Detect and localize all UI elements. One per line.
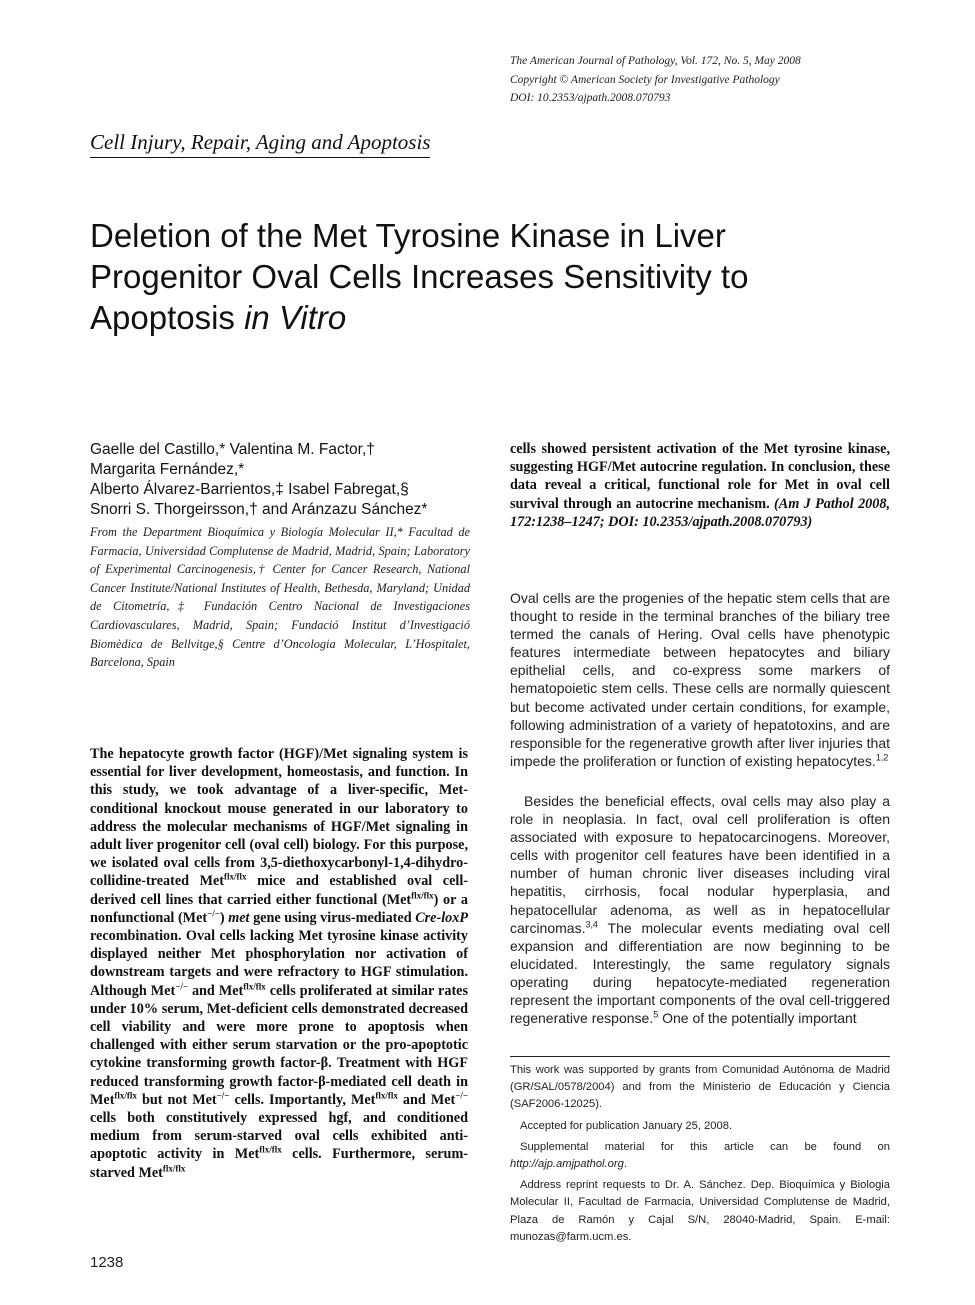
article-title (90, 215, 850, 338)
paragraph-text: Besides the beneficial effects, oval cells may also play a role in neoplasia. In fact, oval cell proliferation is often associated with exposure to hepatocarcinogens. Moreover, cells with progenitor cell features have been identified in a number of human chronic liver diseases including viral hepatitis, cirrhosis, focal nodular hyperplasia, and hepatocellular adenoma, as well as in hepatocellular carcinomas. (510, 793, 890, 936)
reference-marker[interactable]: 5 (653, 1009, 659, 1020)
abstract-text: cells. Furthermore, serum-starved Met (90, 1146, 468, 1181)
genotype-sup: −/− (455, 1090, 469, 1101)
abstract-text: and Met (397, 1091, 456, 1108)
supplemental-link[interactable]: http://ajp.amjpathol.org (510, 1158, 624, 1171)
reference-marker[interactable]: 3,4 (585, 919, 598, 929)
abstract-text: cells both constitutively expressed hgf, and conditioned medium from serum-starved oval cells exhibited anti-apoptotic activity in Met (90, 1110, 468, 1163)
abstract-text: and Met (187, 982, 244, 999)
genotype-sup: flx/flx (224, 871, 247, 882)
funding-note: This work was supported by grants from Comunidad Autónoma de Madrid (GR/SAL/0578/2004) and from the Ministerio de Educación y Ciencia (SAF2006-12025). (510, 1064, 890, 1111)
journal-header (510, 52, 890, 108)
genotype-sup: flx/flx (114, 1090, 137, 1101)
abstract-text: mice and established oval cell-derived cell lines that carried either functional (Met (90, 873, 468, 908)
journal-doi: DOI: 10.2353/ajpath.2008.070793 (510, 92, 671, 104)
reference-marker[interactable]: 1,2 (875, 752, 889, 763)
supplemental-note (510, 1139, 890, 1173)
abstract-text: gene using virus-mediated (249, 909, 416, 926)
genotype-sup: −/− (216, 1090, 230, 1101)
body-paragraph (510, 792, 890, 1027)
page-number: 1238 (90, 1254, 124, 1271)
paragraph-text: The molecular events mediating oval cell expansion and differentiation are now beginning to be elucidated. Interestingly, the same regulatory signals operating during hepatocyte-mediated regeneration represent the important components of the oval cell-triggered regenerative response. (510, 919, 890, 1027)
abstract-text: The hepatocyte growth factor (HGF)/Met signaling system is essential for liver development, homeostasis, and function. In this study, we took advantage of a liver-specific, Met-conditional knockout mouse generated in our laboratory to address the molecular mechanisms of HGF/Met signaling in adult liver progenitor cell (oval cell) biology. For this purpose, we isolated oval cells from 3,5-diethoxycarbonyl-1,4-dihydro-collidine-treated Met (90, 746, 468, 890)
genotype-sup: −/− (175, 980, 188, 991)
abstract-continued (510, 440, 890, 531)
left-column (90, 440, 470, 672)
genotype-sup: flx/flx (243, 980, 266, 991)
author-line: Alberto Álvarez-Barrientos,‡ Isabel Fabregat,§ (90, 481, 409, 498)
abstract-text: ) (219, 909, 229, 926)
section-label: Cell Injury, Repair, Aging and Apoptosis (90, 130, 430, 158)
genotype-sup: flx/flx (259, 1144, 282, 1155)
accepted-note: Accepted for publication January 25, 2008. (520, 1119, 733, 1132)
abstract-text: but not Met (136, 1091, 217, 1108)
abstract-text: ) or a nonfunctional (Met (90, 891, 468, 926)
author-line: Snorri S. Thorgeirsson,† and Aránzazu Sánchez* (90, 501, 428, 518)
author-line: Gaelle del Castillo,* Valentina M. Factor,† (90, 441, 375, 458)
abstract-citation: (Am J Pathol 2008, 172:1238–1247; DOI: 10.2353/ajpath.2008.070793) (510, 495, 890, 530)
author-list (90, 440, 470, 520)
genotype-sup: flx/flx (411, 889, 434, 900)
reprint-note: Address reprint requests to Dr. A. Sánchez. Dep. Bioquímica y Biologia Molecular II, Facultad de Farmacia, Universidad Complutense de Madrid, Plaza de Ramón y Cajal S/N, 28040-Madrid, Spain. E-mail: munozas@farm.ucm.es. (510, 1179, 890, 1243)
title-italic: in Vitro (244, 299, 347, 336)
abstract-text: recombination. Oval cells lacking Met tyrosine kinase activity displayed neither Met phosphorylation nor activation of downstream targets and were refractory to HGF stimulation. Although Met (90, 928, 468, 999)
genotype-sup: flx/flx (162, 1162, 186, 1173)
genotype-sup: −/− (207, 908, 220, 919)
journal-citation: The American Journal of Pathology, Vol. 172, No. 5, May 2008 (510, 55, 801, 67)
abstract (90, 745, 468, 1182)
gene-name: met (228, 909, 250, 926)
affiliations: From the Department Bioquímica y Biología Molecular II,* Facultad de Farmacia, Universidad Complutense de Madrid, Madrid, Spain; Laboratory of Experimental Carcinogenesis,† Center for Cancer Research, National Cancer Institute/National Institutes of Health, Bethesda, Maryland; Unidad de Citometría,‡ Fundación Centro Nacional de Investigaciones Cardiovasculares, Madrid, Spain; Fundació Institut d’Investigació Biomèdica de Bellvitge,§ Centre d’Oncologia Molecular, L’Hospitalet, Barcelona, Spain (90, 525, 470, 670)
abstract-text: cells proliferated at similar rates under 10% serum, Met-deficient cells demonstrated decreased cell viability and were more prone to apoptosis when challenged with either serum starvation or the pro-apoptotic cytokine transforming growth factor-β. Treatment with HGF reduced transforming growth factor-β-mediated cell death in Met (90, 982, 468, 1108)
abstract-text: cells. Importantly, Met (229, 1091, 376, 1108)
abstract-text: cells showed persistent activation of the Met tyrosine kinase, suggesting HGF/Met autocrine regulation. In conclusion, these data reveal a critical, functional role for Met in oval cell survival through an autocrine mechanism. (510, 441, 890, 512)
footnote-divider (510, 1056, 890, 1057)
system-name: Cre-loxP (415, 909, 468, 926)
note-text: Supplemental material for this article can be found on (520, 1140, 890, 1153)
paragraph-text: One of the potentially important (658, 1010, 857, 1027)
right-column (510, 440, 890, 531)
journal-copyright: Copyright © American Society for Investigative Pathology (510, 73, 780, 86)
genotype-sup: flx/flx (375, 1090, 398, 1101)
author-line: Margarita Fernández,* (90, 461, 245, 478)
title-main: Deletion of the Met Tyrosine Kinase in Liver Progenitor Oval Cells Increases Sensitivity to Apoptosis (90, 217, 749, 336)
footnotes (510, 1062, 890, 1250)
body-paragraph (510, 589, 890, 770)
note-text: . (623, 1158, 627, 1171)
paragraph-text: Oval cells are the progenies of the hepatic stem cells that are thought to reside in the terminal branches of the biliary tree termed the canals of Hering. Oval cells have phenotypic features intermediate between hepatocytes and biliary epithelial cells, and co-express some markers of hematopoietic stem cells. These cells are normally quiescent but become activated under certain conditions, for example, following administration of a variety of hepatotoxins, and are responsible for the regenerative growth after liver injuries that impede the proliferation or function of existing hepatocytes. (510, 590, 890, 769)
